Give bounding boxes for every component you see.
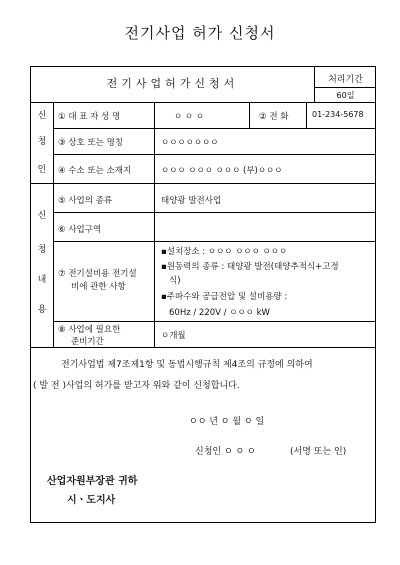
application-form [30, 66, 376, 523]
side-label-applicant: 신 [37, 111, 47, 121]
phone-label: ② 전 화 [259, 112, 289, 122]
business-type-value: 태양광 발전사업 [161, 196, 222, 206]
divider [53, 128, 375, 129]
applicant-signature: 신청인 ㅇ ㅇ ㅇ [195, 447, 256, 457]
divider [249, 102, 250, 128]
preparation-period-label: 준비기간 [71, 337, 104, 347]
business-type-label: ⑤ 사업의 종류 [58, 196, 113, 206]
side-label-applicant: 청 [37, 137, 47, 147]
facility-detail: ▪원동력의 종류 : 태양광 발전(태양추적식+고정 [161, 262, 339, 272]
divider [53, 154, 375, 155]
preparation-period-value: ㅇ개월 [161, 331, 186, 341]
phone-value: 01-234-5678 [312, 110, 364, 119]
side-label-content: 용 [37, 305, 47, 315]
divider [53, 102, 54, 347]
divider [306, 102, 307, 128]
business-name-value: ㅇㅇㅇㅇㅇㅇㅇ [161, 138, 219, 148]
representative-name-value: ㅇ ㅇ ㅇ [174, 112, 205, 122]
divider [314, 87, 375, 88]
facility-detail: ▪주파수와 공급전압 및 설비용량 : [161, 292, 288, 302]
preparation-period-label: ⑧ 사업에 필요한 [58, 325, 121, 335]
side-label-content: 내 [37, 275, 47, 285]
divider [31, 347, 375, 348]
divider [31, 183, 375, 184]
side-label-applicant: 인 [37, 165, 47, 175]
facility-detail: ▪설치장소 : ㅇㅇㅇ ㅇㅇㅇ ㅇㅇㅇ [161, 247, 288, 257]
side-label-content: 청 [37, 245, 47, 255]
representative-name-label: ① 대 표 자 성 명 [58, 112, 121, 122]
document-title: 전기사업 허가 신청서 [124, 24, 276, 42]
divider [31, 102, 375, 103]
processing-period-value: 60일 [336, 91, 355, 100]
facility-detail: 식) [169, 276, 181, 286]
business-name-label: ③ 상호 또는 명칭 [58, 138, 123, 148]
business-area-label: ⑥ 사업구역 [58, 225, 102, 235]
divider [154, 102, 155, 347]
application-date: ㅇㅇ 년 ㅇ 월 ㅇ 일 [189, 417, 265, 427]
facility-label: ⑦ 전기설비용 전기설 [58, 269, 137, 279]
divider [53, 212, 375, 213]
form-title: 전기사업허가신청서 [106, 77, 239, 90]
declaration-text: 전기사업법 제7조제1항 및 동법시행규칙 제4조의 규정에 의하여 [61, 360, 313, 370]
facility-detail: 60Hz / 220V / ㅇㅇㅇ kW [169, 308, 270, 318]
declaration-text: ( 발 전 )사업의 허가를 받고자 위와 같이 신청합니다. [33, 381, 240, 391]
divider [53, 321, 375, 322]
processing-period-label: 처리기간 [328, 75, 363, 85]
recipient: 산업자원부장관 귀하 [47, 476, 138, 487]
address-value: ㅇㅇㅇ ㅇㅇㅇ ㅇㅇㅇ (부)ㅇㅇㅇ [161, 166, 283, 176]
facility-label: 비에 관한 사항 [71, 282, 126, 292]
signature-note: (서명 또는 인) [290, 447, 347, 457]
address-label: ④ 수소 또는 소재지 [58, 166, 132, 176]
recipient: 시ㆍ도지사 [67, 495, 116, 506]
divider [53, 241, 375, 242]
side-label-content: 신 [37, 211, 47, 221]
